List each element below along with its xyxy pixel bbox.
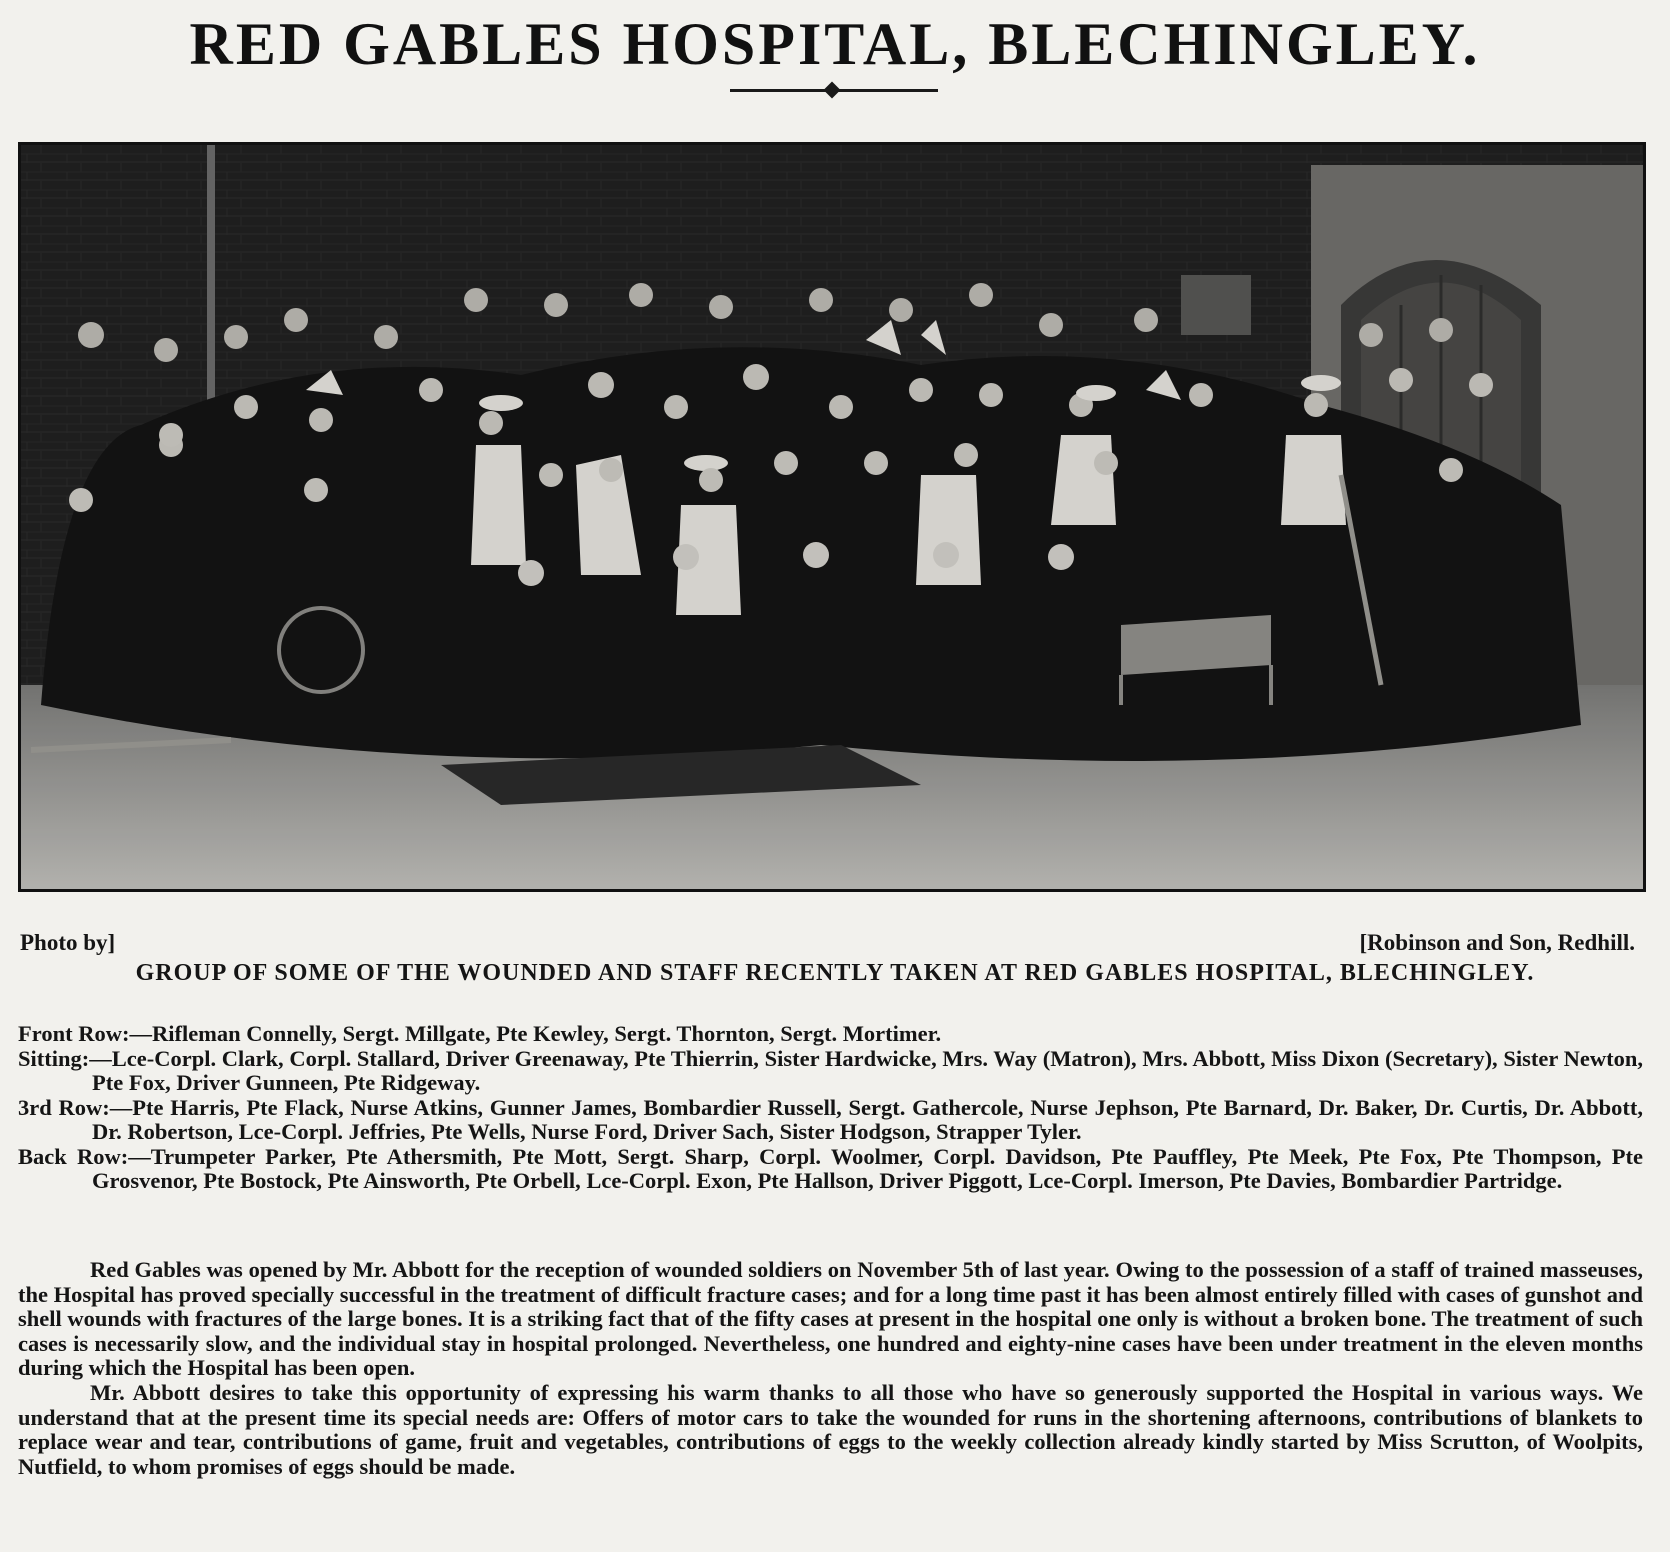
photograph-image bbox=[21, 145, 1643, 889]
third-row-names: 3rd Row:—Pte Harris, Pte Flack, Nurse Atkins, Gunner James, Bombardier Russell, Sergt. Gathercole, Nurse Jephson, Pte Barnard, Dr. Baker, Dr. Curtis, Dr. Abbott, Dr. Robertson, Lce-Corpl. Jeffries, Pte Wells, Nurse Ford, Driver Sach, Sister Hodgson, Strapper Tyler. bbox=[18, 1094, 1643, 1144]
photo-credit-label: Photo by] bbox=[20, 930, 116, 955]
photographer-name: [Robinson and Son, Redhill. bbox=[1359, 930, 1635, 955]
front-row-names: Front Row:—Rifleman Connelly, Sergt. Millgate, Pte Kewley, Sergt. Thornton, Sergt. Mortimer. bbox=[18, 1021, 942, 1046]
group-photograph bbox=[18, 142, 1646, 892]
name-rows bbox=[18, 1022, 1643, 1194]
paragraph: Mr. Abbott desires to take this opportunity of expressing his warm thanks to all those who have so generously supported the Hospital in various ways. We understand that at the present time its special needs are: Offers of motor cars to take the wounded for runs in the shortening afternoons, contributions of blankets to replace wear and tear, contributions of game, fruit and vegetables, contributions of eggs to the weekly collection already kindly started by Miss Scrutton, of Woolpits, Nutfield, to whom promises of eggs should be made. bbox=[18, 1379, 1643, 1479]
photo-credit bbox=[20, 930, 1635, 960]
headline-rule-ornament bbox=[824, 82, 841, 99]
article-body bbox=[18, 1258, 1643, 1479]
sitting-row-names: Sitting:—Lce-Corpl. Clark, Corpl. Stallard, Driver Greenaway, Pte Thierrin, Sister Hardwicke, Mrs. Way (Matron), Mrs. Abbott, Miss Dixon (Secretary), Sister Newton, Pte Fox, Driver Gunneen, Pte Ridgeway. bbox=[18, 1045, 1643, 1095]
headline: RED GABLES HOSPITAL, BLECHINGLEY. bbox=[189, 11, 1481, 77]
paragraph: Red Gables was opened by Mr. Abbott for the reception of wounded soldiers on November 5th of last year. Owing to the possession of a staff of trained masseuses, the Hospital has proved specially successful in the treatment of difficult fracture cases; and for a long time past it has been almost entirely filled with cases of gunshot and shell wounds with fractures of the large bones. It is a striking fact that of the fifty cases at present in the hospital one only is without a broken bone. The treatment of such cases is necessarily slow, and the individual stay in hospital prolonged. Nevertheless, one hundred and eighty-nine cases have been under treatment in the eleven months during which the Hospital has been open. bbox=[18, 1257, 1643, 1381]
back-row-names: Back Row:—Trumpeter Parker, Pte Athersmith, Pte Mott, Sergt. Sharp, Corpl. Woolmer, Corpl. Davidson, Pte Pauffley, Pte Meek, Pte Fox, Pte Thompson, Pte Grosvenor, Pte Bostock, Pte Ainsworth, Pte Orbell, Lce-Corpl. Exon, Pte Hallson, Driver Piggott, Lce-Corpl. Imerson, Pte Davies, Bombardier Partridge. bbox=[18, 1143, 1643, 1193]
caption-title: GROUP OF SOME OF THE WOUNDED AND STAFF RECENTLY TAKEN AT RED GABLES HOSPITAL, BLECHINGLEY. bbox=[135, 960, 1535, 986]
